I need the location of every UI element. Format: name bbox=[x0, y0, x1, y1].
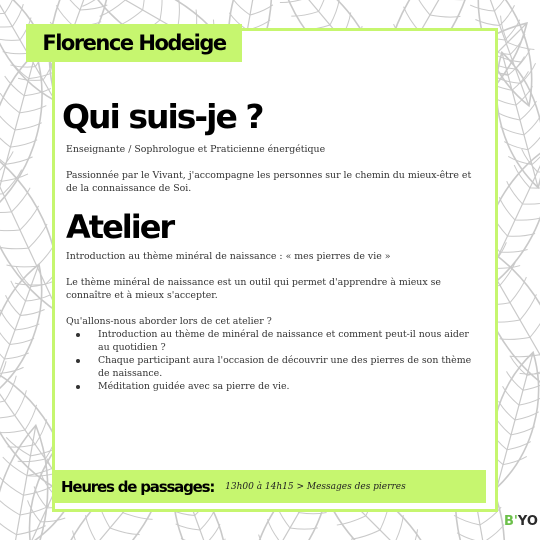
byo-logo bbox=[504, 514, 538, 529]
schedule-label: Heures de passages: bbox=[61, 477, 215, 496]
about-bio: Passionnée par le Vivant, j'accompagne les personnes sur le chemin du mieux-être et de la connaissance de Soi. bbox=[66, 170, 472, 194]
list-item: Introduction au thème de minéral de naissance et comment peut-il nous aider au quotidien ? bbox=[66, 328, 476, 354]
atelier-description: Le thème minéral de naissance est un outil qui permet d'apprendre à mieux se connaître et à mieux s'accepter. bbox=[66, 277, 441, 301]
atelier-intro: Introduction au thème minéral de naissance : « mes pierres de vie » bbox=[66, 251, 391, 262]
about-heading: Qui suis-je ? bbox=[62, 97, 263, 136]
name-banner bbox=[26, 24, 242, 62]
schedule-banner bbox=[52, 470, 486, 503]
list-item: Chaque participant aura l'occasion de découvrir une des pierres de son thème de naissance. bbox=[66, 354, 476, 380]
presenter-name: Florence Hodeige bbox=[42, 31, 226, 55]
list-item: Méditation guidée avec sa pierre de vie. bbox=[66, 380, 476, 393]
atelier-heading: Atelier bbox=[66, 208, 174, 246]
main-content bbox=[62, 97, 476, 393]
atelier-points-list bbox=[66, 328, 476, 393]
logo-text: YO bbox=[517, 514, 538, 529]
atelier-question: Qu'allons-nous aborder lors de cet atelier ? bbox=[66, 316, 272, 327]
schedule-value: 13h00 à 14h15 > Messages des pierres bbox=[225, 481, 406, 492]
about-role: Enseignante / Sophrologue et Praticienne énergétique bbox=[66, 144, 326, 155]
logo-mark: B' bbox=[504, 514, 518, 529]
